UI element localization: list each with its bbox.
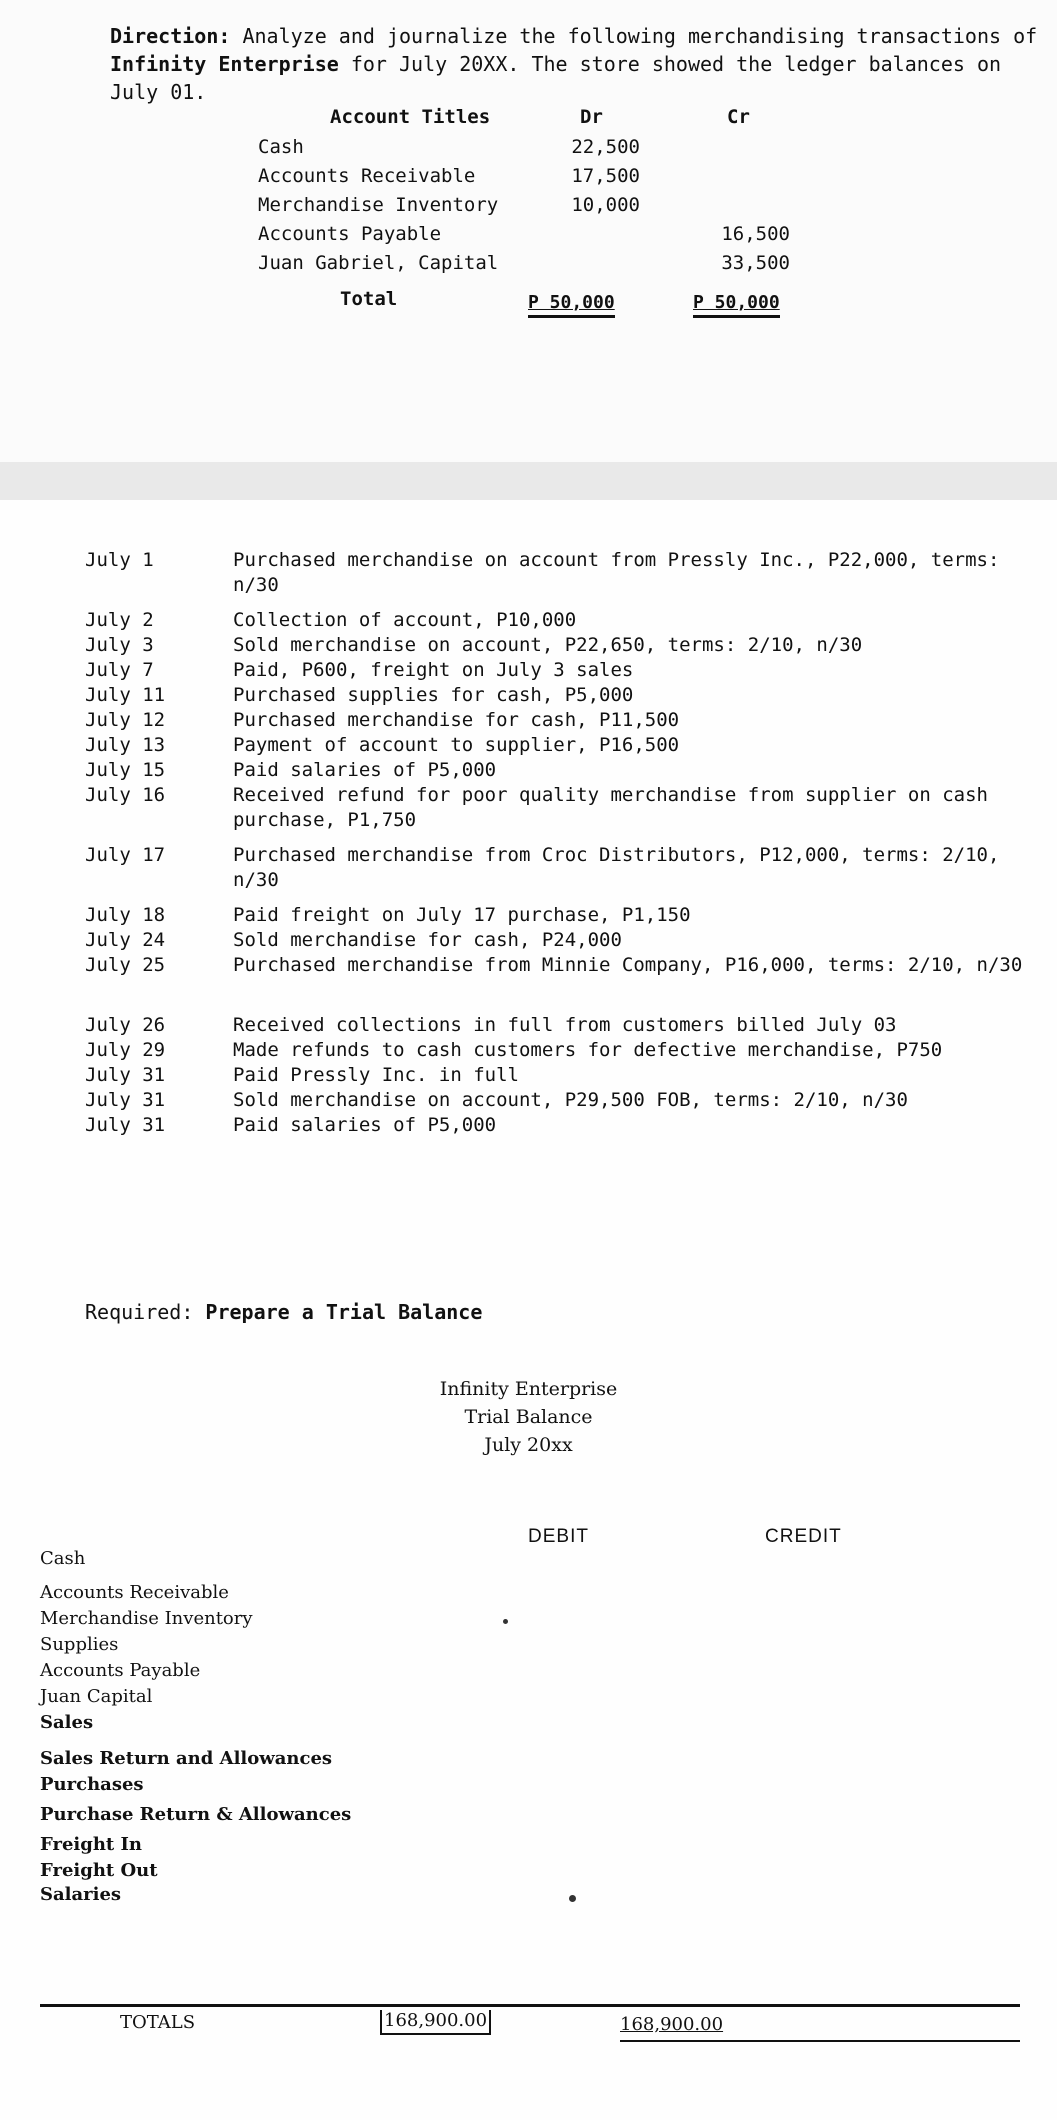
tb-account-name: Purchase Return & Allowances [40,1804,352,1825]
tb-account-name: Freight Out [40,1860,158,1881]
dr-header: Dr [580,106,603,128]
transaction-description: Purchased merchandise on account from Pressly Inc., P22,000, terms: n/30 [233,549,1000,596]
tb-account-name: Salaries [40,1884,122,1905]
opening-account-name: Merchandise Inventory [258,194,499,216]
opening-row [258,165,475,194]
transaction-date: July 12 [85,709,166,731]
transaction-date: July 15 [85,759,166,781]
transaction-date: July 2 [85,609,154,631]
transaction-description: Purchased merchandise for cash, P11,500 [233,709,680,731]
stray-mark [503,1619,508,1624]
transaction-date: July 3 [85,634,154,656]
tb-account-name: Merchandise Inventory [40,1608,253,1629]
opening-dr-value: 10,000 [571,194,640,216]
opening-account-name: Juan Gabriel, Capital [258,252,499,274]
tb-account-name: Accounts Payable [40,1660,201,1681]
opening-account-name: Accounts Payable [258,223,442,245]
transaction-date: July 16 [85,784,166,806]
tb-account-name: Freight In [40,1834,142,1855]
tb-total-credit: 168,900.00 [620,2014,724,2035]
totals-rule [40,2004,1020,2007]
opening-cr-value: 16,500 [721,223,790,245]
opening-dr-value: 22,500 [571,136,640,158]
transaction-description: Payment of account to supplier, P16,500 [233,734,680,756]
company-name: Infinity Enterprise [110,52,339,76]
transaction-description: Received refund for poor quality merchandise from supplier on cash purchase, P1,750 [233,784,988,831]
opening-total-dr: P 50,000 [528,292,615,318]
tb-account-name: Purchases [40,1774,144,1795]
transaction-date: July 31 [85,1064,166,1086]
transaction-date: July 18 [85,904,166,926]
transaction-date: July 1 [85,549,154,571]
transaction-date: July 7 [85,659,154,681]
transaction-description: Paid freight on July 17 purchase, P1,150 [233,904,691,926]
transaction-description: Purchased merchandise from Croc Distributors, P12,000, terms: 2/10, n/30 [233,844,1000,891]
opening-cr-value: 33,500 [721,252,790,274]
transaction-date: July 24 [85,929,166,951]
page-gap [0,462,1057,500]
transaction-description: Made refunds to cash customers for defective merchandise, P750 [233,1039,943,1061]
transaction-date: July 31 [85,1089,166,1111]
transaction-description: Paid salaries of P5,000 [233,759,497,781]
tb-title: Trial Balance [464,1406,593,1428]
opening-row [258,252,498,281]
transaction-description: Purchased merchandise from Minnie Company, P16,000, terms: 2/10, n/30 [233,954,1023,976]
required-instruction [85,1300,482,1324]
opening-total-label: Total [340,288,398,310]
transaction-date: July 31 [85,1114,166,1136]
tb-account-name: Accounts Receivable [40,1582,229,1603]
transaction-description: Sold merchandise on account, P22,650, terms: 2/10, n/30 [233,634,863,656]
transaction-date: July 17 [85,844,166,866]
tb-account-name: Juan Capital [40,1686,153,1707]
required-text: Prepare a Trial Balance [205,1300,483,1324]
tb-account-name: Sales [40,1712,94,1733]
opening-row [258,136,304,165]
transaction-date: July 29 [85,1039,166,1061]
transaction-date: July 11 [85,684,166,706]
transaction-description: Sold merchandise for cash, P24,000 [233,929,622,951]
opening-account-name: Accounts Receivable [258,165,476,187]
transaction-description: Collection of account, P10,000 [233,609,577,631]
account-titles-header: Account Titles [330,106,491,128]
direction-rest: Analyze and journalize the following merchandising transactions of [242,24,1038,48]
transaction-description: Sold merchandise on account, P29,500 FOB, terms: 2/10, n/30 [233,1089,908,1111]
tb-account-name: Cash [40,1548,86,1569]
transaction-date: July 25 [85,954,166,976]
direction-label: Direction: [110,24,231,48]
transaction-date: July 26 [85,1014,166,1036]
cr-header: Cr [727,106,750,128]
tb-company: Infinity Enterprise [439,1378,618,1400]
tb-account-name: Sales Return and Allowances [40,1748,333,1769]
direction-text [110,22,1040,106]
tb-account-name: Supplies [40,1634,119,1655]
transaction-description: Paid salaries of P5,000 [233,1114,497,1136]
transaction-description: Paid Pressly Inc. in full [233,1064,519,1086]
transaction-date: July 13 [85,734,166,756]
opening-account-name: Cash [258,136,304,158]
required-label: Required: [85,1300,194,1324]
credit-underline-rule [620,2040,1020,2042]
opening-total-cr: P 50,000 [693,292,780,318]
direction-line2: for July 20XX. The store showed the ledger balances on July 01. [110,52,1002,104]
opening-balance-section [0,0,1057,462]
tb-debit-header: DEBIT [528,1526,589,1547]
tb-totals-label: TOTALS [120,2012,196,2033]
opening-row [258,223,441,252]
opening-row [258,194,498,223]
opening-dr-value: 17,500 [571,165,640,187]
transaction-description: Paid, P600, freight on July 3 sales [233,659,634,681]
tb-credit-header: CREDIT [765,1526,842,1547]
transaction-description: Received collections in full from customers billed July 03 [233,1014,897,1036]
tb-total-debit: 168,900.00 [380,2010,491,2035]
tb-period: July 20xx [484,1434,573,1456]
transaction-description: Purchased supplies for cash, P5,000 [233,684,634,706]
stray-mark [569,1895,576,1902]
